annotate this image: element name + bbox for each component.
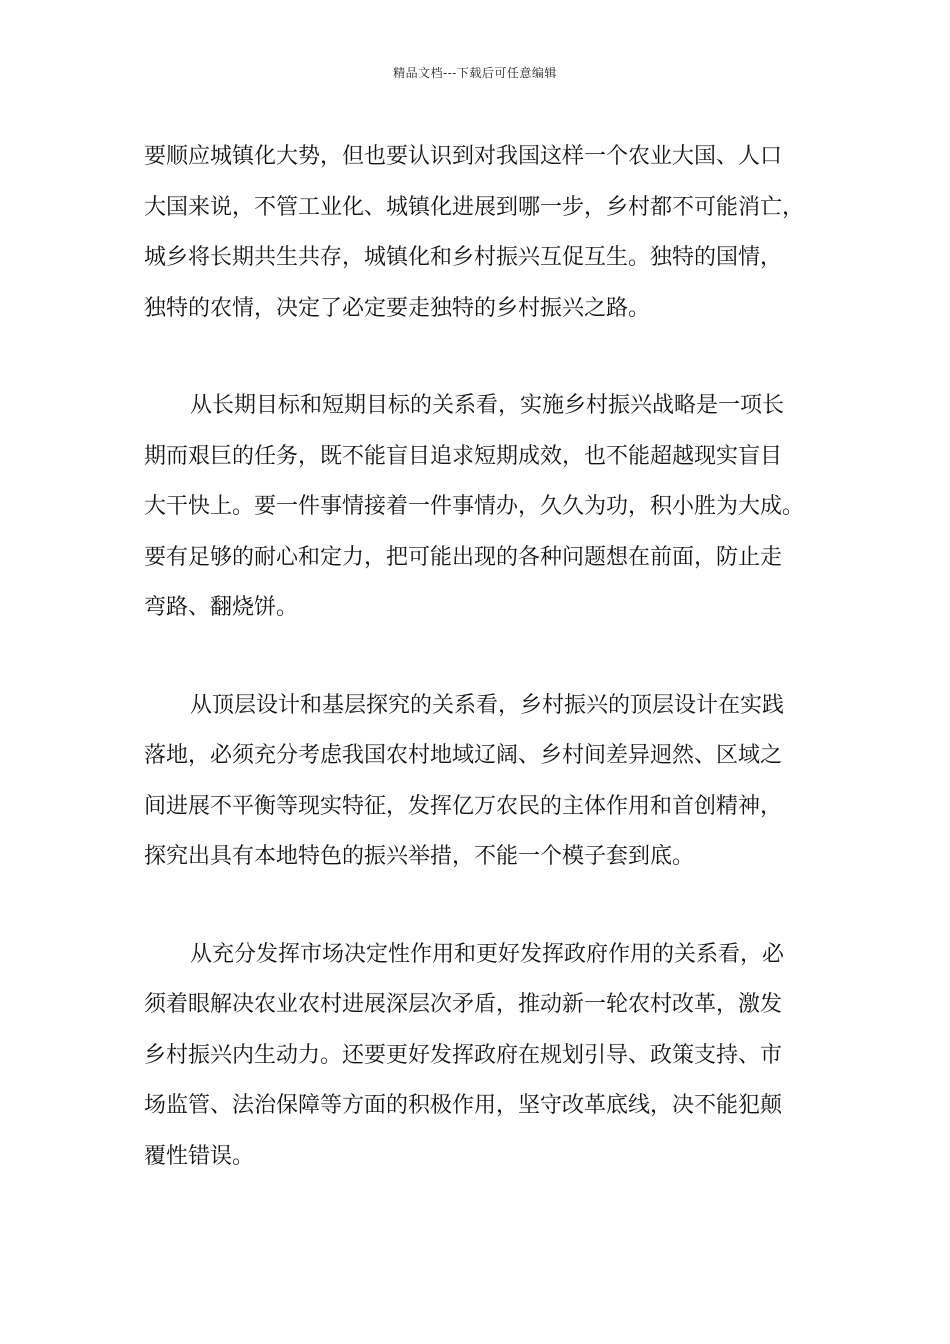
document-body: [144, 132, 818, 1182]
paragraph-1: [144, 132, 818, 334]
paragraph-line: 须着眼解决农业农村进展深层次矛盾，推动新一轮农村改革，激发: [144, 992, 783, 1017]
paragraph-line: 从顶层设计和基层探究的关系看，乡村振兴的顶层设计在实践: [190, 692, 785, 718]
page-header: 精品文档---下载后可任意编辑: [393, 66, 557, 80]
paragraph-3: [144, 681, 818, 883]
paragraph-line: 场监管、法治保障等方面的积极作用，坚守改革底线，决不能犯颠: [144, 1093, 783, 1118]
paragraph-line: 要顺应城镇化大势，但也要认识到对我国这样一个农业大国、人口: [144, 144, 783, 169]
paragraph-line: 乡村振兴内生动力。还要更好发挥政府在规划引导、政策支持、市: [144, 1042, 783, 1068]
paragraph-line: 从长期目标和短期目标的关系看，实施乡村振兴战略是一项长: [190, 393, 785, 418]
paragraph-line: 从充分发挥市场决定性作用和更好发挥政府作用的关系看，必: [190, 941, 785, 967]
paragraph-line: 期而艰巨的任务，既不能盲目追求短期成效，也不能超越现实盲目: [144, 443, 783, 469]
paragraph-line: 城乡将长期共生共存，城镇化和乡村振兴互促互生。独特的国情，: [144, 245, 783, 270]
paragraph-2: [144, 381, 818, 634]
paragraph-line: 间进展不平衡等现实特征，发挥亿万农民的主体作用和首创精神，: [144, 793, 783, 819]
paragraph-line: 弯路、翻烧饼。: [144, 595, 299, 620]
paragraph-spacer: [144, 634, 818, 681]
paragraph-line: 大国来说，不管工业化、城镇化进展到哪一步，乡村都不可能消亡，: [144, 194, 805, 220]
paragraph-line: 要有足够的耐心和定力，把可能出现的各种问题想在前面，防止走: [144, 544, 783, 570]
paragraph-4: [144, 930, 818, 1183]
paragraph-line: 独特的农情，决定了必定要走独特的乡村振兴之路。: [144, 295, 651, 321]
paragraph-line: 覆性错误。: [144, 1143, 255, 1169]
paragraph-line: 大干快上。要一件事情接着一件事情办，久久为功，积小胜为大成。: [144, 494, 805, 519]
paragraph-line: 落地，必须充分考虑我国农村地域辽阔、乡村间差异迥然、区域之: [144, 743, 783, 768]
paragraph-line: 探究出具有本地特色的振兴举措，不能一个模子套到底。: [144, 844, 695, 869]
paragraph-spacer: [144, 883, 818, 930]
paragraph-spacer: [144, 334, 818, 381]
